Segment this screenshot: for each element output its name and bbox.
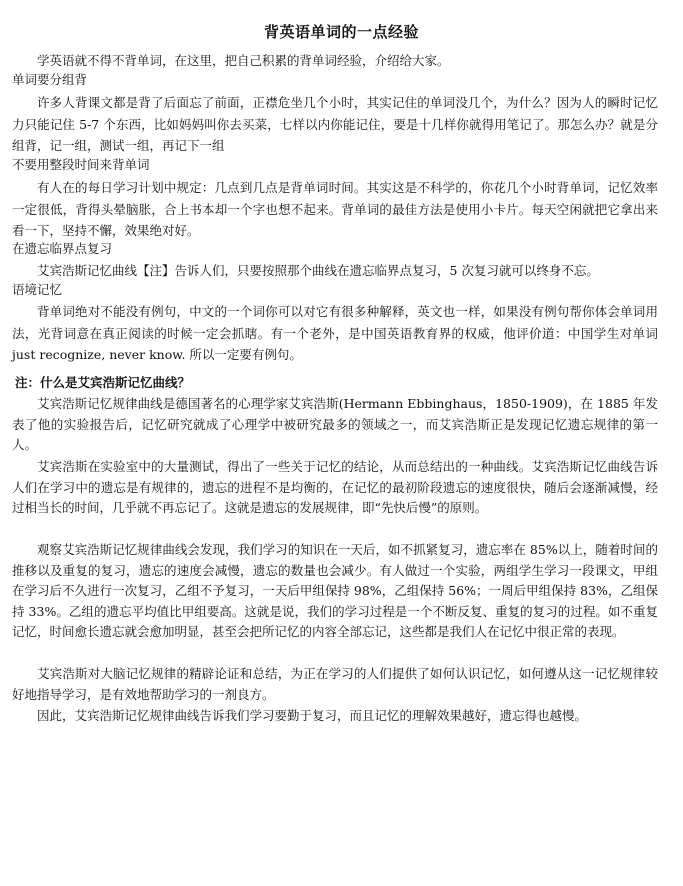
note-paragraph-1: 艾宾浩斯记忆规律曲线是德国著名的心理学家艾宾浩斯(Hermann Ebbinghaus，1850-1909)，在 1885 年发表了他的实验报告后，记忆研究就成了心理学中被研究最多的领域之一，而艾宾浩斯正是发现记忆遗忘规律的第一人。 xyxy=(12,396,658,452)
section-body-context: 背单词绝对不能没有例句，中文的一个词你可以对它有很多种解释，英文也一样，如果没有例句帮你体会单词用法，光背词意在真正阅读的时候一定会抓瞎。有一个老外，是中国英语教育界的权威，他评价道：中国学生对单词 just recognize, never know. 所以一定要有例句。 xyxy=(12,304,658,362)
note-paragraph-5: 因此，艾宾浩斯记忆规律曲线告诉我们学习要勤于复习，而且记忆的理解效果越好，遗忘得也越慢。 xyxy=(37,708,588,723)
intro-paragraph xyxy=(12,50,658,71)
note-paragraph-3: 观察艾宾浩斯记忆规律曲线会发现，我们学习的知识在一天后，如不抓紧复习，遗忘率在 85%以上，随着时间的推移以及重复的复习，遗忘的速度会减慢，遗忘的数量也会减少。有人做过一个实验，两组学生学习一段课文，甲组在学习后不久进行一次复习，乙组不予复习，一天后甲组保持 98%，乙组保持 56%；一周后甲组保持 83%，乙组保持 33%。乙组的遗忘平均值比甲组要高。这就是说，我们的学习过程是一个不断反复、重复的复习的过程。如不重复记忆，时间愈长遗忘就会愈加明显，甚至会把所记忆的内容全部忘记，这些都是我们人在记忆中很正常的表现。 xyxy=(12,542,658,639)
section-body-no-long-sessions: 有人在的每日学习计划中规定：几点到几点是背单词时间。其实这是不科学的，你花几个小时背单词，记忆效率一定很低，背得头晕脑胀，合上书本却一个字也想不起来。背单词的最佳方法是使用小卡片。每天空闲就把它拿出来看一下，坚持不懈，效果绝对好。 xyxy=(12,180,658,238)
document-title: 背英语单词的一点经验 xyxy=(263,23,419,41)
section-heading-critical-point: 在遗忘临界点复习 xyxy=(12,241,113,256)
section-heading-group-memorize: 单词要分组背 xyxy=(12,72,88,87)
section-heading-context: 语境记忆 xyxy=(12,282,63,297)
section-body-group-memorize: 许多人背课文都是背了后面忘了前面，正襟危坐几个小时，其实记住的单词没几个，为什么？因为人的瞬时记忆力只能记住 5-7 个东西，比如妈妈叫你去买菜，七样以内你能记住，要是十几样你就得用笔记了。那怎么办？就是分组背，记一组，测试一组，再记下一组 xyxy=(12,95,658,153)
note-paragraph-2: 艾宾浩斯在实验室中的大量测试，得出了一些关于记忆的结论，从而总结出的一种曲线。艾宾浩斯记忆曲线告诉人们在学习中的遗忘是有规律的，遗忘的进程不是均衡的，在记忆的最初阶段遗忘的速度很快，随后会逐渐减慢，经过相当长的时间，几乎就不再忘记了。这就是遗忘的发展规律，即“先快后慢”的原则。 xyxy=(12,459,658,515)
section-body-critical-point: 艾宾浩斯记忆曲线【注】告诉人们，只要按照那个曲线在遗忘临界点复习，5 次复习就可以终身不忘。 xyxy=(37,263,599,278)
section-heading-no-long-sessions: 不要用整段时间来背单词 xyxy=(12,157,150,172)
note-paragraph-4: 艾宾浩斯对大脑记忆规律的精辟论证和总结，为正在学习的人们提供了如何认识记忆，如何遵从这一记忆规律较好地指导学习，是有效地帮助学习的一剂良方。 xyxy=(12,666,658,702)
note-title: 注：什么是艾宾浩斯记忆曲线？ xyxy=(15,375,191,390)
intro-text: 学英语就不得不背单词，在这里，把自己积累的背单词经验，介绍给大家。 xyxy=(37,53,450,68)
